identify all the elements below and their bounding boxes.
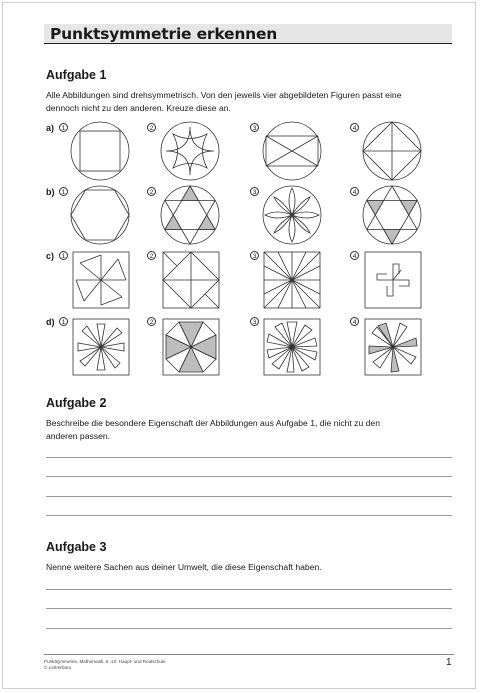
footer-line1: Punktsymmetrie, Mathematik, 5.-10. Haupt- und Realschule: [44, 659, 166, 664]
task2-instruction: [46, 417, 456, 442]
task1-heading: Aufgabe 1: [46, 68, 107, 82]
page-title: Punktsymmetrie erkennen: [50, 25, 278, 43]
option-number-b1[interactable]: 1: [59, 187, 68, 196]
task1-instruction-line2: dennoch nicht zu den anderen. Kreuze diese an.: [46, 102, 231, 113]
figure-b1[interactable]: [70, 185, 130, 245]
task2-heading: Aufgabe 2: [46, 396, 107, 410]
answer-line[interactable]: [46, 515, 452, 516]
answer-line[interactable]: [46, 457, 452, 458]
option-number-b4[interactable]: 4: [350, 187, 359, 196]
figure-a1[interactable]: [70, 121, 130, 181]
figure-d1[interactable]: [72, 318, 130, 376]
option-number-a3[interactable]: 3: [250, 123, 259, 132]
figure-d3[interactable]: [263, 318, 321, 376]
page-number: 1: [446, 657, 452, 668]
figure-d2[interactable]: [162, 318, 220, 376]
figure-b4[interactable]: [362, 185, 422, 245]
option-number-d3[interactable]: 3: [250, 317, 259, 326]
option-number-a4[interactable]: 4: [350, 123, 359, 132]
task3-heading: Aufgabe 3: [46, 540, 107, 554]
option-number-d2[interactable]: 2: [147, 317, 156, 326]
row-label-b: b): [46, 187, 55, 197]
row-label-d: d): [46, 317, 55, 327]
option-number-a1[interactable]: 1: [59, 123, 68, 132]
figure-b2[interactable]: [160, 185, 220, 245]
task1-instruction: [46, 89, 456, 114]
task2-instruction-line1: Beschreibe die besondere Eigenschaft der Abbildungen aus Aufgabe 1, die nicht zu den: [46, 418, 380, 428]
option-number-c4[interactable]: 4: [350, 251, 359, 260]
option-number-c2[interactable]: 2: [147, 251, 156, 260]
figure-c1[interactable]: [72, 251, 130, 309]
figure-b3[interactable]: [262, 185, 322, 245]
figure-c4[interactable]: [364, 251, 422, 309]
option-number-d4[interactable]: 4: [350, 317, 359, 326]
option-number-d1[interactable]: 1: [59, 317, 68, 326]
answer-line[interactable]: [46, 496, 452, 497]
footer-line2: © Lehrerbüro: [44, 665, 72, 670]
figure-d4[interactable]: [364, 318, 422, 376]
figure-a4[interactable]: [362, 121, 422, 181]
option-number-c1[interactable]: 1: [59, 251, 68, 260]
task3-instruction: Nenne weitere Sachen aus deiner Umwelt, die diese Eigenschaft haben.: [46, 562, 322, 572]
row-label-c: c): [46, 251, 55, 261]
answer-line[interactable]: [46, 628, 452, 629]
footer-rule: [44, 654, 454, 655]
figure-c2[interactable]: [162, 251, 220, 309]
option-number-a2[interactable]: 2: [147, 123, 156, 132]
title-bar: [44, 24, 452, 44]
footer-text: [44, 659, 166, 671]
answer-line[interactable]: [46, 476, 452, 477]
answer-line[interactable]: [46, 589, 452, 590]
task2-instruction-line2: anderen passen.: [46, 430, 111, 441]
answer-line[interactable]: [46, 608, 452, 609]
row-label-a: a): [46, 123, 55, 133]
option-number-b3[interactable]: 3: [250, 187, 259, 196]
figure-a2[interactable]: [160, 121, 220, 181]
figure-a3[interactable]: [262, 121, 322, 181]
figure-c3[interactable]: [263, 251, 321, 309]
task1-instruction-line1: Alle Abbildungen sind drehsymmetrisch. Von den jeweils vier abgebildeten Figuren passt eine: [46, 90, 402, 100]
option-number-b2[interactable]: 2: [147, 187, 156, 196]
option-number-c3[interactable]: 3: [250, 251, 259, 260]
